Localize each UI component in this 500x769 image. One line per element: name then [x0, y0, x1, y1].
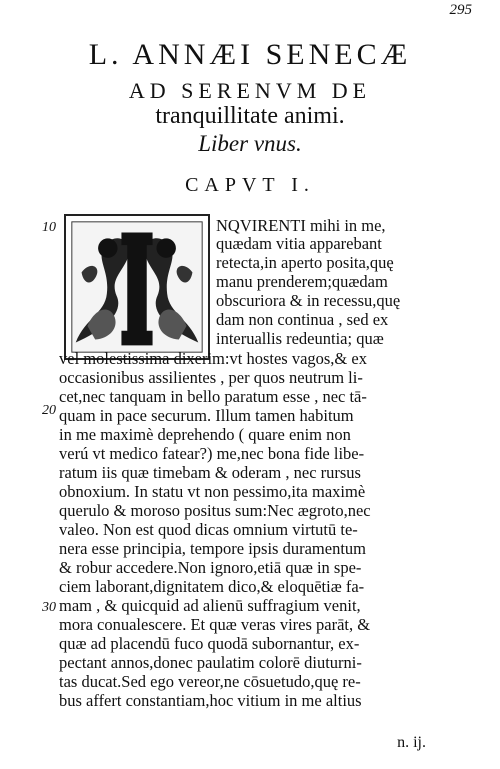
margin-number-10: 10 — [42, 220, 56, 235]
text-line-14: ratum iis quæ timebam & oderam , nec rursus — [59, 464, 361, 482]
margin-number-30: 30 — [42, 600, 56, 615]
text-line-12: in me maximè deprehendo ( quare enim non — [59, 426, 351, 444]
text-line-23: quæ ad placendū fuco quodā subornantur, ex- — [59, 635, 360, 653]
text-line-16: querulo & moroso positus sum:Nec ægroto,nec — [59, 502, 371, 520]
text-line-15: obnoxium. In statu vt non pessimo,ita maximè — [59, 483, 366, 501]
woodcut-ornament-illustration — [66, 216, 208, 358]
text-line-7: interuallis redeuntia; quæ — [216, 330, 384, 348]
text-line-2: quædam vitia apparebant — [216, 235, 382, 253]
text-line-18: nera esse principia, tempore ipsis duramentum — [59, 540, 366, 558]
text-line-19: & robur accedere.Non ignoro,etiā quæ in spe- — [59, 559, 362, 577]
text-line-26: bus affert constantiam,hoc vitium in me altius — [59, 692, 362, 710]
text-line-1: NQVIRENTI mihi in me, — [216, 217, 386, 235]
text-line-22: mora conualescere. Et quæ veras vires parāt, & — [59, 616, 371, 634]
text-line-3: retecta,in aperto posita,quę — [216, 254, 394, 272]
title-book: Liber vnus. — [198, 131, 302, 156]
text-line-5: obscuriora & in recessu,quę — [216, 292, 401, 310]
text-line-24: pectant annos,donec paulatim colorē diuturni- — [59, 654, 362, 672]
title-dedication: AD SERENVM DE — [128, 78, 372, 103]
title-author: L. ANNÆI SENECÆ — [88, 38, 412, 71]
text-line-9: occasionibus assilientes , per quos neutrum li- — [59, 369, 363, 387]
text-line-8: vel molestissima dixerim:vt hostes vagos,& ex — [59, 350, 367, 368]
signature-mark: n. ij. — [397, 734, 426, 751]
text-line-10: cet,nec tanquam in bello paratum esse , nec tā- — [59, 388, 367, 406]
margin-number-20: 20 — [42, 403, 56, 418]
text-line-4: manu prenderem;quædam — [216, 273, 388, 291]
chapter-heading: CAPVT I. — [185, 174, 315, 196]
page-number: 295 — [449, 2, 472, 18]
text-line-17: valeo. Non est quod dicas omnium virtutū te- — [59, 521, 358, 539]
text-line-11: quam in pace securum. Illum tamen habitum — [59, 407, 354, 425]
text-line-13: verú vt medico fatear?) me,nec bona fide libe- — [59, 445, 365, 463]
text-line-6: dam non continua , sed ex — [216, 311, 389, 329]
title-subject: tranquillitate animi. — [155, 103, 345, 129]
text-line-25: tas ducat.Sed ego vereor,ne cōsuetudo,quę re- — [59, 673, 361, 691]
text-line-20: ciem laborant,dignitatem dico,& eloquētiæ fa- — [59, 578, 365, 596]
decorated-initial-i — [64, 214, 210, 360]
text-line-21: mam , & quicquid ad alienū suffragium venit, — [59, 597, 361, 615]
